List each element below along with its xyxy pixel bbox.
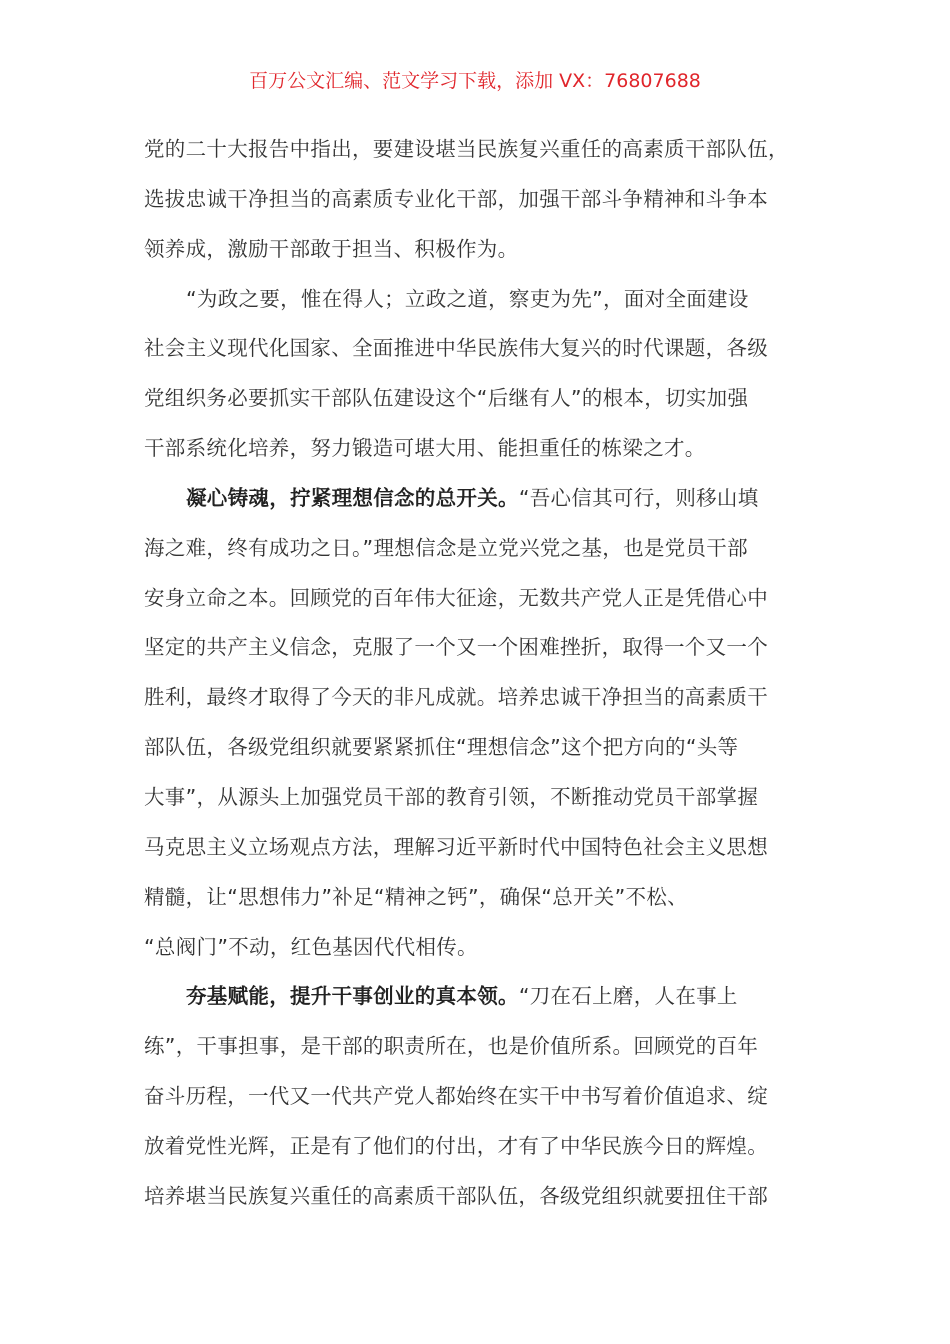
text-line xyxy=(144,524,824,574)
text-line xyxy=(144,474,824,524)
line-text: “为政之要，惟在得人；立政之道，察吏为先”，面对全面建设 xyxy=(186,286,749,311)
line-text: 胜利，最终才取得了今天的非凡成就。培养忠诚干净担当的高素质干 xyxy=(144,685,768,710)
line-text: “总阀门”不动，红色基因代代相传。 xyxy=(144,934,478,959)
line-text: 干部系统化培养，努力锻造可堪大用、能担重任的栋梁之才。 xyxy=(144,436,706,461)
line-text: 选拔忠诚干净担当的高素质专业化干部，加强干部斗争精神和斗争本 xyxy=(144,186,768,211)
text-line xyxy=(144,673,824,723)
line-text: 大事”，从源头上加强党员干部的教育引领，不断推动党员干部掌握 xyxy=(144,784,759,809)
text-line xyxy=(144,424,824,474)
line-text: 培养堪当民族复兴重任的高素质干部队伍，各级党组织就要扭住干部 xyxy=(144,1183,768,1208)
text-line xyxy=(144,225,824,275)
section-heading: 夯基赋能，提升干事创业的真本领。 xyxy=(186,984,519,1009)
section-heading: 凝心铸魂，拧紧理想信念的总开关。 xyxy=(186,485,519,510)
line-text: 社会主义现代化国家、全面推进中华民族伟大复兴的时代课题，各级 xyxy=(144,336,768,361)
text-line xyxy=(144,275,824,325)
line-text: 马克思主义立场观点方法，理解习近平新时代中国特色社会主义思想 xyxy=(144,834,768,859)
text-line xyxy=(144,723,824,773)
text-line xyxy=(144,125,824,175)
line-text: 练”，干事担事，是干部的职责所在，也是价值所系。回顾党的百年 xyxy=(144,1034,759,1059)
line-text: 海之难，终有成功之日。”理想信念是立党兴党之基，也是党员干部 xyxy=(144,535,748,560)
text-line xyxy=(144,923,824,973)
text-line xyxy=(144,1122,824,1172)
text-line xyxy=(144,374,824,424)
line-text: “刀在石上磨，人在事上 xyxy=(518,984,738,1009)
line-text: 党的二十大报告中指出，要建设堪当民族复兴重任的高素质干部队伍， xyxy=(144,137,789,161)
text-line xyxy=(144,1072,824,1122)
line-text: 安身立命之本。回顾党的百年伟大征途，无数共产党人正是凭借心中 xyxy=(144,585,768,610)
text-line xyxy=(144,873,824,923)
text-line xyxy=(144,1172,824,1222)
line-text: 放着党性光辉，正是有了他们的付出，才有了中华民族今日的辉煌。 xyxy=(144,1133,768,1158)
text-line xyxy=(144,972,824,1022)
text-line xyxy=(144,823,824,873)
line-text: 坚定的共产主义信念，克服了一个又一个困难挫折，取得一个又一个 xyxy=(144,635,768,660)
text-line xyxy=(144,574,824,624)
line-text: “吾心信其可行，则移山填 xyxy=(518,485,759,510)
text-line xyxy=(144,175,824,225)
text-line xyxy=(144,324,824,374)
line-text: 党组织务必要抓实干部队伍建设这个“后继有人”的根本，切实加强 xyxy=(144,386,749,411)
document-body xyxy=(144,125,824,1222)
line-text: 精髓，让“思想伟力”补足“精神之钙”，确保“总开关”不松、 xyxy=(144,884,688,909)
watermark-header: 百万公文汇编、范文学习下载，添加 VX：76807688 xyxy=(249,70,701,92)
text-line xyxy=(144,773,824,823)
line-text: 部队伍，各级党组织就要紧紧抓住“理想信念”这个把方向的“头等 xyxy=(144,735,739,760)
text-line xyxy=(144,623,824,673)
text-line xyxy=(144,1022,824,1072)
line-text: 奋斗历程，一代又一代共产党人都始终在实干中书写着价值追求、绽 xyxy=(144,1084,768,1109)
line-text: 领养成，激励干部敢于担当、积极作为。 xyxy=(144,236,519,261)
